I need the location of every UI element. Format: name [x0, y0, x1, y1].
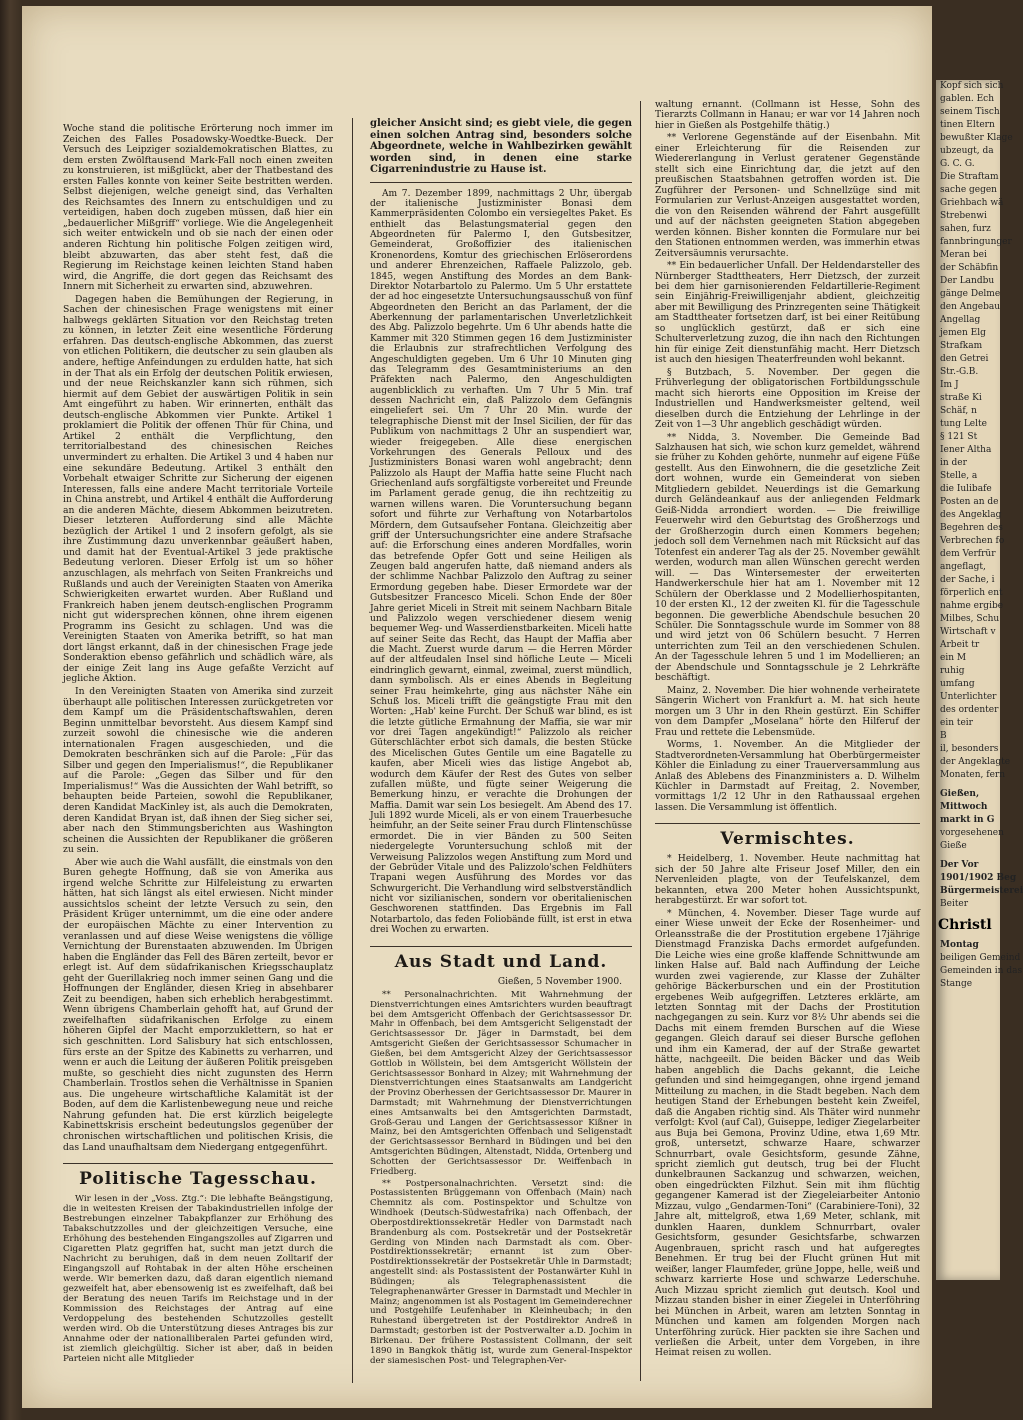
- adjacent-page-line: des Angeklag: [940, 510, 1002, 520]
- adjacent-heading: Christl: [938, 917, 992, 933]
- adjacent-page-line: Wirtschaft v: [940, 627, 996, 637]
- adjacent-page-line: sahen, furz: [940, 224, 991, 234]
- adjacent-page-line: Der Landbu: [940, 276, 995, 286]
- article-buren: Aber wie auch die Wahl ausfällt, die einstmals von den Buren gehegte Hoffnung, daß sie von Amerika aus irgend welche Schritte zur Hilfeleistung zu erwarten hätten, hat sich längst als eitel erwiesen. Nicht minder aussichtslos scheint der letzte Versuch zu sein, den Präsident Krüger unternimmt, um die eine oder andere der europäischen Mächte zu einer Intervention zu veranlassen und auf diese Weise wenigstens die völlige Vernichtung der Burenstaaten abzuwenden. Im Übrigen haben die Engländer das Fell des Bären zerteilt, bevor er erlegt ist. Auf dem südafrikanischen Kriegsschauplatz geht der Guerillakrieg noch immer seinen Gang und die Hoffnungen der Engländer, diesen Krieg in absehbarer Zeit zu beendigen, haben sich erheblich herabgestimmt. Wenn übrigens Chamberlain gehofft hat, auf Grund der zweifelhaften südafrikanischen Erfolge zu einem höheren Gipfel der Macht emporzuklettern, so hat er sich geschnitten. Lord Salisbury hat sich entschlossen, fürs erste an der Spitze des Kabinetts zu verharren, und wenn er auch die Leitung der äußeren Politik preisgeben mußte, so geschieht dies nicht zugunsten des Herrn Chamberlain. Trostlos sehen die Verhältnisse in Spanien aus. Die ungeheure wirtschaftliche Kalamität ist der Boden, auf dem die Karlistenbewegung neue und reiche Nahrung gefunden hat. Die erst kürzlich beigelegte Kabinettskrisis erscheint bedeutungslos gegenüber der chronischen wirtschaftlichen und politischen Krisis, die das Land unaufhaltsam dem Niedergang entgegenführt.: [63, 856, 333, 1153]
- article-verlorene-gegenstaende: ** Verlorene Gegenstände auf der Eisenbahn. Mit einer Erleichterung für die Reisenden zur Wiedererlangung in Verlust geratener Gegenstände stellt sich eine Einrichtung dar, die jetzt auf den preußischen Staatsbahnen getroffen worden ist. Die Zugführer der Personen- und Schnellzüge sind mit Formularien zur Verlust-Anzeigen ausgestattet worden, die von den Reisenden während der Fahrt ausgefüllt und auf der nächsten geeigneten Station abgegeben werden können. Bisher konnten die Formulare nur bei den Stationen entnommen werden, was immerhin etwas Zeitversäumnis verursachte.: [655, 132, 920, 259]
- adjacent-page-line: Str.-G.B.: [940, 367, 979, 377]
- adjacent-box-line: beiligen Gemeind: [940, 953, 1021, 963]
- adjacent-page-line: Verbrechen fo: [940, 536, 1005, 546]
- adjacent-page-line: Arbeit tr: [940, 640, 980, 650]
- section-heading-tagesschau: Politische Tagesschau.: [63, 1163, 333, 1190]
- adjacent-page-line: umfang: [940, 679, 975, 689]
- adjacent-page-line: Schäf, n: [940, 406, 977, 416]
- adjacent-page-line: B: [940, 731, 947, 741]
- article-heidelberg: * Heidelberg, 1. November. Heute nachmittag hat sich der 50 Jahre alte Friseur Josef Miller, den ein Nervenleiden plagte, von der Teufelskanzel, dem bekannten, etwa 200 Meter hohen Aussichtspunkt, herabgestürzt. Er war sofort tot.: [655, 853, 920, 907]
- article-muenchen: * München, 4. November. Dieser Tage wurde auf einer Wiese unweit der Ecke der Rosenheimer- und Orleansstraße die der Prostitution ergebene 17jährige Dienstmagd Franziska Dachs ermordet aufgefunden. Die Leiche wies eine große klaffende Schnittwunde am linken Halse auf. Bald nach Auffindung der Leiche wurden zwei vagierende, zur Klasse der Zuhälter gehörige Bäckerburschen und ein der Prostitution ergebenes Weib aufgegriffen. Letzteres erklärte, am letzten Sonntag mit der Dachs der Prostitution nachgegangen zu sein. Kurz vor 8½ Uhr abends sei die Dachs mit einem fremden Burschen auf die Wiese gegangen. Gleich darauf sei dieser Bursche geflohen und ihm ein Kamerad, der auf der Straße gewartet hätte, nachgeeilt. Die beiden Bäcker und das Weib haben angeblich die Dachs gekannt, die Leiche gefunden und sind heimgegangen, ohne irgend jemand Mitteilung zu machen, in die Stadt begeben. Nach dem heutigen Stand der Erhebungen besteht kein Zweifel, daß die Angaben richtig sind. Als Thäter wird nunmehr verfolgt: Kvol (auf Cal), Guiseppe, lediger Ziegelarbeiter aus Buja bei Gemona, Provinz Udine, etwa 1,69 Mtr. groß, untersetzt, schwarze Haare, schwarzer Schnurrbart, ovale Gesichtsform, gesunde Zähne, spricht ziemlich gut deutsch, trug bei der Flucht dunkelbraunen Sackanzug und schwarzen, weichen, oben eingedrückten Filzhut. Sein mit ihm flüchtig gegangener Kamerad ist der Ziegeleiarbeiter Antonio Mizzau, vulgo „Gendarmen-Toni“ (Carabiniere-Toni), 32 Jahre alt, mittelgroß, etwa 1,69 Meter, schlank, mit dunklen Haaren, dunklem Schnurrbart, ovaler Gesichtsform, gesunder Gesichtsfarbe, schwarzen Augenbrauen, spricht rasch und hat aufgeregtes Benehmen. Er trug bei der Flucht grünen Hut mit weißer, langer Flaumfeder, grüne Joppe, helle, weiß und schwarz karrierte Hose und schwarze Lederschuhe. Auch Mizzau spricht ziemlich gut deutsch. Kool und Mizzau standen bisher in einer Ziegelei in Unterföhring bei München in Arbeit, waren am letzten Sonntag in München und kamen am folgenden Morgen nach Unterföhring zurück. Hier packten sie ihre Sachen und verließen die Arbeit, unter dem Vorgeben, in ihre Heimat reisen zu wollen.: [655, 907, 920, 1359]
- adjacent-page-line: Monaten, fern: [940, 770, 1006, 780]
- adjacent-page-line: gablen. Ech: [940, 94, 995, 104]
- column-rule-right: [640, 101, 641, 1381]
- adjacent-page-line: § 121 St: [940, 432, 978, 442]
- adjacent-page-line: der Angeklagte: [940, 757, 1011, 767]
- adjacent-box-line: Stange: [940, 979, 973, 989]
- adjacent-page-text: [936, 80, 1013, 782]
- adjacent-page-line: den Angebau: [940, 302, 1001, 312]
- adjacent-page-line: Iener Altha: [940, 445, 992, 455]
- adjacent-page-line: Begehren des: [940, 523, 1003, 533]
- adjacent-page-line: Strebenwi: [940, 211, 987, 221]
- column-rule-left: [352, 118, 353, 1383]
- article-collmann: waltung ernannt. (Collmann ist Hesse, Sohn des Tierarzts Collmann in Hanau; er war vor 14 Jahren noch hier in Gießen als Postgehilfe thätig.): [655, 99, 920, 131]
- adjacent-page-line: gänge Delme: [940, 289, 1001, 299]
- adjacent-page-line: il, besonders: [940, 744, 999, 754]
- divider: [370, 182, 632, 183]
- adjacent-box-line: Bürgermeisterei: [940, 886, 1023, 896]
- adjacent-box-line: Gieße: [940, 841, 967, 851]
- adjacent-page-line: Die Straftam: [940, 172, 999, 182]
- article-usa: In den Vereinigten Staaten von Amerika sind zurzeit überhaupt alle politischen Interessen zurückgetreten vor dem Kampf um die Präsidentschaftswahlen, deren Beginn unmittelbar bevorsteht. Aus diesem Kampf sind zurzeit sowohl die chinesische wie die anderen internationalen Fragen ausgeschieden, und die Demokraten beschränken sich auf die Parole: „Für das Silber und gegen den Imperialismus!“, die Republikaner auf die Parole: „Gegen das Silber und für den Imperialismus!“ Was die Aussichten der Wahl betrifft, so behaupten beide Parteien, sowohl die Republikaner, deren Kandidat MacKinley ist, als auch die Demokraten, deren Kandidat Bryan ist, daß ihnen der Sieg sicher sei, aber nach den Stimmungsberichten aus Washington scheinen die Aussichten der Republikaner die größeren zu sein.: [63, 685, 333, 856]
- adjacent-box-line: Gemeinden in das: [940, 966, 1023, 976]
- adjacent-page-line: Posten an de: [940, 497, 999, 507]
- adjacent-page-line: Meran bei: [940, 250, 987, 260]
- dateline: Gießen, 5 November 1900.: [497, 976, 622, 987]
- adjacent-page-line: förperlich ent: [940, 588, 1003, 598]
- adjacent-page-line: straße Ki: [940, 393, 982, 403]
- article-butzbach: § Butzbach, 5. November. Der gegen die Frühverlegung der obligatorischen Fortbildungsschule macht sich hierorts eine Opposition im Kreise der Industriellen und Handwerksmeister geltend, weil dieselben durch die Entziehung der Lehrlinge in der Zeit von 1—3 Uhr angeblich geschädigt würden.: [655, 366, 920, 431]
- adjacent-page-line: die Iulibafe: [940, 484, 992, 494]
- adjacent-page-line: Milbes, Schu: [940, 614, 1000, 624]
- adjacent-page-line: G. C. G.: [940, 159, 975, 169]
- adjacent-page-line: Unterlichter: [940, 692, 997, 702]
- section-heading-stadt-und-land: Aus Stadt und Land.: [370, 946, 632, 973]
- adjacent-page-line: Griehbach wä: [940, 198, 1004, 208]
- article-unfall: ** Ein bedauerlicher Unfall. Der Heldendarsteller des Nürnberger Stadttheaters, Herr Dietzsch, der zurzeit bei dem hier garnisonierenden Feldartillerie-Regiment sein Einjährig-Freiwilligenjahr abdient, gleichzeitig aber mit Bewilligung des Prinzregenten seine Thätigkeit am Stadttheater fortsetzen darf, ist bei einer Reitübung so unglücklich gestürzt, daß er sich eine Schulterverletzung zuzog, die ihn nach den Richtungen hin für einige Zeit dienstunfähig macht. Herr Dietzsch ist auch den hiesigen Theaterfreunden wohl bekannt.: [655, 260, 920, 366]
- adjacent-page-line: fannbringunger: [940, 237, 1012, 247]
- column-3: [655, 100, 920, 1361]
- adjacent-box-line: Beiter: [940, 899, 969, 909]
- adjacent-page-line: Im J: [940, 380, 959, 390]
- adjacent-page-line: dem Verfrür: [940, 549, 996, 559]
- article-personalnachrichten: ** Personalnachrichten. Mit Wahrnehmung der Dienstverrichtungen eines Amtsrichters wurden beauftragt bei dem Amtsgericht Offenbach der Gerichtsassessor Dr. Mahr in Offenbach, bei dem Amtsgericht Seligenstadt der Gerichtsassessor Dr. Jäger in Darmstadt, bei dem Amtsgericht Gießen der Gerichtsassessor Schumacher in Gießen, bei dem Amtsgericht Alzey der Gerichtsassessor Gottlob in Wöllstein, bei dem Amtsgericht Wöllstein der Gerichtsassessor Bonhard in Alzey; mit Wahrnehmung der Dienstverrichtungen eines Staatsanwalts am Landgericht der Provinz Oberhessen der Gerichtsassessor Dr. Maurer in Darmstadt; mit Wahrnehmung der Dienstverrichtungen eines Amtsanwalts bei den Amtsgerichten Darmstadt, Groß-Gerau und Langen der Gerichtsassessor Kißner in Mainz, bei den Amtsgerichten Offenbach und Seligenstadt der Gerichtsassessor Bernhard in Büdingen und bei den Amtsgerichten Büdingen, Altenstadt, Nidda, Ortenberg und Schotten der Gerichtsassessor Dr. Weiffenbach in Friedberg.: [370, 989, 633, 1177]
- section-heading-vermischtes: Vermischtes.: [655, 823, 920, 850]
- adjacent-page-line: der Sache, i: [940, 575, 995, 585]
- article-palizzolo: Am 7. Dezember 1899, nachmittags 2 Uhr, übergab der italienische Justizminister Bonasi dem Kammerpräsidenten Colombo ein versiegeltes Paket. Es enthielt das Belastungsmaterial gegen den Abgeordneten für Palermo I, den Gutsbesitzer, Gemeinderat, Großoffizier des italienischen Kronenordens, Komtur des griechischen Erlöserordens und anderer Ehrenzeichen, Raffaele Palizzolo, geb. 1845, wegen Anstiftung des Mordes an dem Bank-Direktor Notarbartolo zu Palermo. Um 5 Uhr erstattete der ad hoc eingesetzte Untersuchungsausschuß von fünf Abgeordneten den Bericht an das Parlament, der die Aberkennung der parlamentarischen Unverletzlichkeit des Abg. Palizzolo begehrte. Um 6 Uhr abends hatte die Kammer mit 320 Stimmen gegen 16 dem Justizminister die Erlaubnis zur strafrechtlichen Verfolgung des Angeschuldigten gegeben. Um 6 Uhr 10 Minuten ging das Telegramm des Gesamtministeriums an den Präfekten nach Palermo, den Angeschuldigten augenblicklich zu verhaften. Um 7 Uhr 5 Min. traf dessen Nachricht ein, daß Palizzolo dem Gefängnis eingeliefert sei. Um 7 Uhr 20 Min. wurde der telegraphische Dienst mit der Insel Sicilien, der für das Publikum von nachmittags 2 Uhr an suspendiert war, wieder freigegeben. Alle diese energischen Vorkehrungen des Generals Pelloux und des Justizministers Bonasi waren wohl angebracht; denn Palizzolo als Haupt der Maffia hatte seine Flucht nach Griechenland aufs sorgfältigste vorbereitet und Freunde im Parlament gerade genug, die ihn rechtzeitig zu warnen willens waren. Die Voruntersuchung begann sofort und führte zur Verhaftung von Notarbartolos Mördern, dem Gutsaufseher Fontana. Gleichzeitig aber griff der Untersuchungsrichter eine andere Strafsache auf: die Erforschung eines anderen Mordfalles, worin das betrefende Opfer Gott und seine Heiligen als Zeugen bald angerufen hatte, daß niemand anders als der schlimme Nachbar Palizzolo den Auftrag zu seiner Ermordung gegeben habe. Dieser Ermordete war der Gutsbesitzer Francesco Miceli. Schon Ende der 80er Jahre geriet Miceli in Streit mit seinem Nachbarn Bitale und Palizzolo wegen verschiedener diesem wenig bequemer Weg- und Wasserdienstbarkeiten. Miceli hatte auf seiner Seite das Recht, das Haupt der Maffia aber die Macht. Zuerst wurde darum — die Herren Mörder auf der altfeudalen Insel sind höfliche Leute — Miceli eindringlich gewarnt, einmal, zweimal, zuerst mündlich, dann symbolisch. Als er eines Abends in Begleitung seiner Frau heimkehrte, ging aus nächster Nähe ein Schuß los. Miceli trifft die geängstigte Frau mit den Worten: „Hab' keine Furcht. Der Schuß war blind, es ist die letzte gütliche Ermahnung der Maffia, sie war mir vor drei Tagen angekündigt!“ Palizzolo als reicher Güterschlächter erbot sich damals, die besten Stücke des Micelischen Gutes Gentile um eine Bagatelle zu kaufen, aber Miceli wies das listige Angebot ab, wodurch dem Käufer der Rest des Gutes von selber zufallen müßte, und fügte seiner Weigerung die Bemerkung hinzu, er verachte die Drohungen der Maffia. Damit war sein Los besiegelt. Am Abend des 17. Juli 1892 wurde Miceli, als er von einem Trauerbesuche heimfuhr, an der Seite seiner Frau durch Flintenschüsse ermordet. Die in vier Bänden zu 500 Seiten niedergelegte Voruntersuchung schloß mit der Verweisung Palizzolos wegen Anstiftung zum Mord und der Gebrüder Vitale und des Palizzolo'schen Feldhüters Trapani wegen Ausführung des Mordes vor das Schwurgericht. Die Verhandlung wird selbstverständlich nicht vor sizilianischen, sondern vor oberitalienischen Geschworenen stattfinden. Das Ergebnis im Fall Notarbartolo, das feden Foliobände füllt, ist erst in etwa drei Wochen zu erwarten.: [370, 188, 633, 936]
- adjacent-page-line: der Schäbfin: [940, 263, 999, 273]
- adjacent-page-line: ein M: [940, 653, 967, 663]
- adjacent-page-line: jemen Elg: [940, 328, 986, 338]
- adjacent-page-line: Strafkam: [940, 341, 983, 351]
- adjacent-page-line: seinem Tisch: [940, 107, 1000, 117]
- adjacent-page-line: ein teir: [940, 718, 973, 728]
- adjacent-page-line: nahme ergibe: [940, 601, 1004, 611]
- article-posadowsky: Woche stand die politische Erörterung noch immer im Zeichen des Falles Posadowsky-Woedtke-Bueck. Der Versuch des Leipziger sozialdemokratischen Blattes, zu dem ersten Zwölftausend Mark-Fall noch einen zweiten zu konstruieren, ist mißglückt, aber der Thatbestand des ersten Falles konnte von keiner Seite bestritten werden. Selbst diejenigen, welche geneigt sind, das Verhalten des Reichsamtes des Innern zu entschuldigen und zu verteidigen, haben doch zugeben müssen, daß hier ein „bedauerlicher Mißgriff“ vorliege. Wie die Angelegenheit sich weiter entwickeln und ob sie nach der einen oder anderen Richtung hin politische Folgen zeitigen wird, bleibt abzuwarten, das aber steht fest, daß die Regierung im Reichstage keinen leichten Stand haben wird, die Angriffe, die dort gegen das Reichsamt des Innern mit Sicherheit zu erwarten sind, abzuwehren.: [63, 123, 333, 293]
- adjacent-box-line: Der Vor: [940, 860, 979, 870]
- adjacent-page-line: sache gegen: [940, 185, 997, 195]
- article-tabak-continued: gleicher Ansicht sind; es giebt viele, die gegen einen solchen Antrag sind, besonders solche Abgeordnete, welche in Wahlbezirken gewählt worden sind, in denen eine starke Cigarrenindustrie zu Hause ist.: [370, 118, 632, 175]
- adjacent-page-line: tung Lelte: [940, 419, 987, 429]
- article-postpersonal: ** Postpersonalnachrichten. Versetzt sind: die Postassistenten Brüggemann von Offenbach (Main) nach Chemnitz als com. Postinspektor und Schultze von Windhoek (Deutsch-Südwestafrika) nach Offenbach, der Oberpostdirektionssekretär Hedler von Darmstadt nach Brandenburg als com. Postsekretär und der Postsekretär Gerding von Minden nach Darmstadt als com. Ober-Postdirektionssekretär; ernannt ist zum Ober-Postdirektionssekretär der Postsekretär Uhle in Darmstadt; angestellt sind: als Postassistent der Postanwärter Kuhl in Büdingen; als Telegraphenassistent die Telegraphenanwärter Gresser in Darmstadt und Mechler in Mainz; angenommen ist als Postagent im Gemeinderechner und Postgehilfe Leufenhaber in Kleinheubach; in den Ruhestand übergetreten ist der Postdirektor Andreß in Darmstadt; gestorben ist der Postverwalter a.D. Jochim in Birkenau. Der frühere Postassistent Collmann, der seit 1890 in Bangkok thätig ist, wurde zum General-Inspektor der siamesischen Post- und Telegraphen-Ver-: [370, 1178, 632, 1366]
- adjacent-page-line: tinen Eltern: [940, 120, 995, 130]
- column-2: [370, 118, 632, 1368]
- adjacent-page-line: Angellag: [940, 315, 981, 325]
- adjacent-page-edge: [936, 80, 1023, 1280]
- adjacent-box-line: Gießen,: [940, 789, 980, 799]
- adjacent-box-line: Mittwoch: [940, 802, 988, 812]
- adjacent-page-line: des ordenter: [940, 705, 999, 715]
- column-1: [63, 124, 333, 1366]
- article-mainz: Mainz, 2. November. Die hier wohnende verheiratete Sängerin Wichert von Frankfurt a. M. hat sich heute morgen um 3 Uhr in den Rhein gestürzt. Ein Schiffer von dem Dampfer „Moselana“ hörte den Hilferuf der Frau und rettete die Lebensmüde.: [655, 684, 920, 738]
- adjacent-page-line: Kopf sich sich: [940, 81, 1004, 91]
- adjacent-page-line: in der: [940, 458, 967, 468]
- article-tabak: Wir lesen in der „Voss. Ztg.“: Die lebhafte Beängstigung, die in weitesten Kreisen der Tabakindustriellen infolge der Bestrebungen einzelner Tabakpflanzer zur Erhöhung des Tabakschutzzolles und der gleichzeitigen Versuche, eine Erhöhung des bestehenden Eingangszolles auf Zigarren und Cigaretten Platz gegriffen hat, sucht man jetzt durch die Nachricht zu beruhigen, daß in dem neuen Zolltarif der Eingangszoll auf Rohtabak in der alten Höhe erscheinen werde. Wir bemerken dazu, daß daran eigentlich niemand gezweifelt hat, aber ebensowenig ist es zweifelhaft, daß bei der Beratung des neuen Tarifs im Reichstage und in der Kommission des Reichstages der Antrag auf eine Verdoppelung des bestehenden Schutzzolles gestellt werden wird. Ob die Unterstützung dieses Antrages bis zur Annahme oder der nationalliberalen Partei gefunden wird, ist ziemlich gleichgültig. Sicher ist aber, daß in beiden Parteien nicht alle Mitglieder: [63, 1194, 333, 1364]
- adjacent-box-line: Montag: [940, 940, 979, 950]
- article-china: Dagegen haben die Bemühungen der Regierung, in Sachen der chinesischen Frage wenigstens mit einer halbwegs geklärten Situation vor den Reichstag treten zu können, in letzter Zeit eine wesentliche Förderung erfahren. Das deutsch-englische Abkommen, das zuerst von etlichen Politikern, die deutscher zu sein glauben als andere, heftige Anfeindungen zu erdulden hatte, hat sich in der That als ein Erfolg der deutschen Politik erwiesen, und der neue Reichskanzler kann sich rühmen, sich hiermit auf dem Gebiet der auswärtigen Politik in sein Amt eingeführt zu haben. Wir erinnerten, enthält das deutsch-englische Abkommen vier Punkte. Artikel 1 proklamiert die Politik der offenen Thür für China, und Artikel 2 enthält die Verpflichtung, den territorialbestand des chinesischen Reiches unvermindert zu erhalten. Die Artikel 3 und 4 haben nur eine sekundäre Bedeutung. Artikel 3 enthält den Vorbehalt etwaiger Schritte zur Sicherung der eigenen Interessen, falls eine andere Macht territoriale Vorteile in China anstrebt, und Artikel 4 enthält die Aufforderung an die anderen Mächte, diesem Abkommen beizutreten. Dieser letzteren Aufforderung sind alle Mächte bezüglich der Artikel 1 und 2 insofern gefolgt, als sie ihre Zustimmung dazu unverkennbar geäußert haben, und damit hat der Eventual-Artikel 3 jede praktische Bedeutung verloren. Dieser Erfolg ist um so höher anzuschlagen, als mehrfach von Seiten Frankreichs und Rußlands und auch der Vereinigten Staaten von Amerika Schwierigkeiten erwartet wurden. Aber Rußland und Frankreich haben jenem deutsch-englischen Programm nicht gut widersprechen können, ohne ihrem eigenen Programm ins Gesicht zu schlagen. Und was die Vereinigten Staaten von Amerika betrifft, so hat man dort längst erkannt, daß in der chinesischen Frage jede Sonderaktion ebenso gefährlich und schädlich wäre, als der einige Zeit lang ins Auge gefaßte Verzicht auf jegliche Aktion.: [63, 293, 333, 685]
- adjacent-box-line: vorgesehenen: [940, 828, 1004, 838]
- adjacent-page-line: Stelle, a: [940, 471, 978, 481]
- adjacent-page-line: bewußter Klage: [940, 133, 1013, 143]
- adjacent-page-line: ubzeugt, da: [940, 146, 994, 156]
- article-worms: Worms, 1. November. An die Mitglieder der Stadtverordneten-Versammlung hat Oberbürgermeister Köhler die Einladung zu einer Trauerversammlung aus Anlaß des Ablebens des Finanzministers a. D. Wilhelm Küchler in Darmstadt auf Freitag, 2. November, vormittags 1/2 12 Uhr in den Rathaussaal ergehen lassen. Die Versammlung ist öffentlich.: [655, 739, 920, 813]
- adjacent-page-line: den Getrei: [940, 354, 989, 364]
- adjacent-page-line: ruhig: [940, 666, 965, 676]
- adjacent-page-line: angeflagt,: [940, 562, 986, 572]
- article-nidda: ** Nidda, 3. November. Die Gemeinde Bad Salzhausen hat sich, wie schon kurz gemeldet, während sie früher zu Kohden gehörte, nunmehr auf eigene Füße gestellt. Aus den Einwohnern, die die gesetzliche Zeit dort wohnen, wurde ein Gemeinderat von sieben Mitgliedern gebildet. Neuerdings ist die Gemarkung durch Geländeankauf aus der anliegenden Feldmark Geiß-Nidda arrondiert worden. — Die freiwillige Feuerwehr wird den Geburtstag des Großherzogs und der Großherzogin durch einen Kommers begehen; jedoch soll dem Vernehmen nach mit Rücksicht auf das Totenfest ein anderer Tag als der 25. November gewählt werden, wodurch man allen Wünschen gerecht werden will. — Das Wintersemester der erweiterten Handwerkerschule hier hat am 1. November mit 12 Schülern der Oberklasse und 2 Modellierhospitanten, 10 der ersten Kl., 12 der zweiten Kl. für die Tagesschule begonnen. Die gewerbliche Abendschule besuchen 20 Schüler. Die Sonntagsschule wurde im Sommer von 88 und wird jetzt von 06 Schülern besucht. 7 Herren unterrichten zum Teil an den verschiedenen Schulen. An der Tagesschule lehren 5 und 1 im Modellieren; an der Abendschule und Sonntagsschule je 2 Lehrkräfte beschäftigt.: [655, 431, 920, 684]
- adjacent-box-line: 1901/1902 Beg: [940, 873, 1017, 883]
- adjacent-box-line: markt in G: [940, 815, 995, 825]
